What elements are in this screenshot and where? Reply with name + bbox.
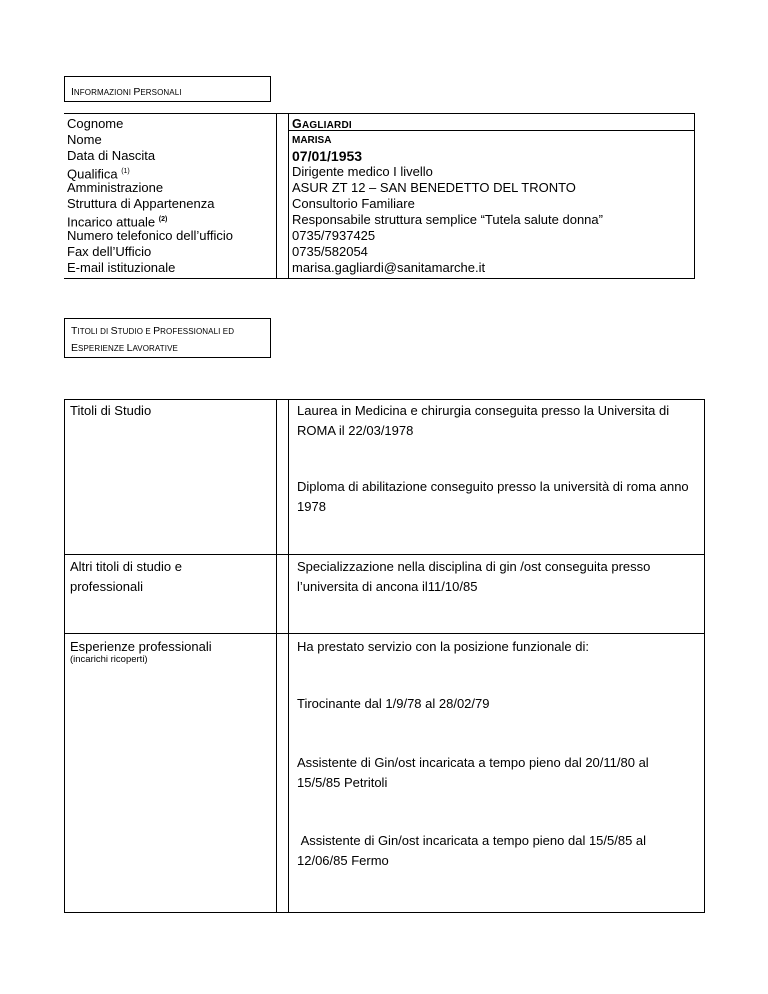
label-fax: Fax dell’Ufficio (67, 244, 152, 259)
value-telefono: 0735/7937425 (292, 228, 376, 243)
entry-tirocinante: Tirocinante dal 1/9/78 al 28/02/79 (297, 696, 490, 711)
value-data-nascita: 07/01/1953 (292, 148, 363, 164)
entry-specializzazione: Specializzazione nella disciplina di gin /ost conseguita presso l’universita di ancona il11/10/85 (297, 559, 651, 594)
label-titoli-studio: Titoli di Studio (70, 403, 152, 418)
label-esperienze: Esperienze professionali (70, 639, 212, 654)
heading-text: INFORMAZIONI PERSONALI (71, 86, 182, 98)
value-incarico: Responsabile struttura semplice “Tutela salute donna” (292, 212, 603, 227)
footnote-marker-1: (1) (121, 168, 130, 175)
value-struttura: Consultorio Familiare (292, 196, 415, 211)
value-qualifica: Dirigente medico I livello (292, 164, 433, 179)
section-heading-titles (64, 318, 271, 358)
heading-line-2: ESPERIENZE LAVORATIVE (71, 342, 178, 354)
label-data-nascita: Data di Nascita (67, 148, 156, 163)
value-cognome: GAGLIARDI (292, 117, 352, 131)
value-email[interactable]: marisa.gagliardi@sanitamarche.it (292, 260, 486, 275)
entry-assistente-fermo: Assistente di Gin/ost incaricata a tempo pieno dal 15/5/85 al 12/06/85 Fermo (297, 833, 650, 868)
heading-line-1: TITOLI DI STUDIO E PROFESSIONALI ED (71, 325, 235, 337)
value-amministrazione: ASUR ZT 12 – SAN BENEDETTO DEL TRONTO (292, 180, 576, 195)
note-incarichi: (incarichi ricoperti) (70, 654, 148, 665)
value-nome: MARISA (292, 135, 332, 146)
label-struttura: Struttura di Appartenenza (67, 196, 215, 211)
entry-assistente-petritoli: Assistente di Gin/ost incaricata a tempo pieno dal 20/11/80 al 15/5/85 Petritoli (297, 755, 649, 790)
entry-laurea: Laurea in Medicina e chirurgia conseguita presso la Universita di ROMA il 22/03/1978 (297, 403, 670, 438)
entry-abilitazione: Diploma di abilitazione conseguito presso la università di roma anno 1978 (297, 479, 689, 514)
value-fax: 0735/582054 (292, 244, 368, 259)
footnote-marker-2: (2) (158, 216, 168, 223)
label-telefono: Numero telefonico dell’ufficio (67, 228, 233, 243)
section-heading-personal (64, 76, 271, 102)
label-incarico: Incarico attuale $^{(2)}$ (67, 214, 168, 230)
label-altri-titoli: Altri titoli di studio e professionali (70, 559, 182, 594)
entry-posizione: Ha prestato servizio con la posizione funzionale di: (297, 639, 589, 654)
label-nome: Nome (67, 132, 102, 147)
label-email: E-mail istituzionale (67, 260, 176, 275)
label-qualifica: Qualifica $^{(1)}$ (67, 166, 130, 182)
label-cognome: Cognome (67, 116, 124, 131)
label-amministrazione: Amministrazione (67, 180, 164, 195)
